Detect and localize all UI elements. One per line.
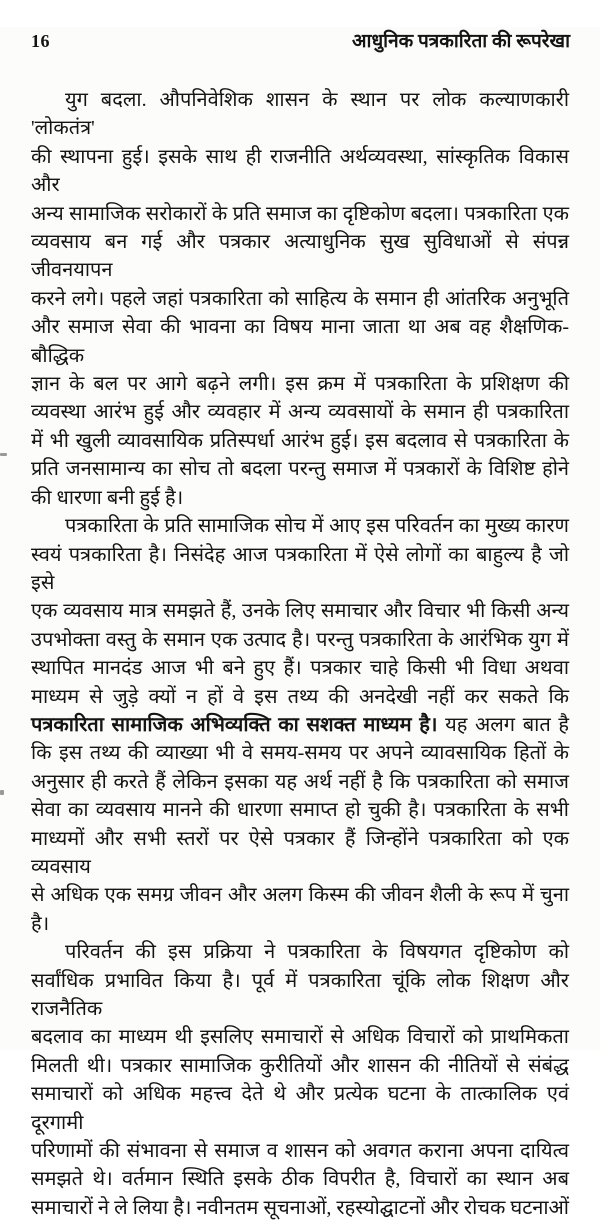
text-line: में भी खुली व्यावसायिक प्रतिस्पर्धा आरंभ हुई। इस बदलाव से पत्रकारिता के: [31, 429, 569, 452]
text-line: प्रति जनसामान्य का सोच तो बदला परन्तु समाज में पत्रकारों के विशिष्ट होने: [31, 458, 569, 481]
text-line: सर्वांधिक प्रभावित किया है। पूर्व में पत्रकारिता चूंकि लोक शिक्षण और राजनैतिक: [31, 969, 569, 1020]
text-line: अनुसार ही करते हैं लेकिन इसका यह अर्थ नहीं है कि पत्रकारिता को समाज: [31, 770, 569, 793]
page-body: [31, 86, 569, 1222]
text-line: परिणामों की संभावना से समाज व शासन को अवगत कराना अपना दायित्व: [31, 1140, 569, 1163]
text-line: व्यवस्था आरंभ हुई और व्यवहार में अन्य व्यवसायों के समान ही पत्रकारिता: [31, 401, 569, 424]
scan-artifact: [0, 790, 4, 795]
text-line: बदलाव का माध्यम थी इसलिए समाचारों से अधिक विचारों को प्राथमिकता: [31, 1026, 569, 1049]
text-line: मिलती थी। पत्रकार सामाजिक कुरीतियों और शासन की नीतियों से संबंद्ध: [31, 1054, 569, 1077]
page-header: [31, 27, 570, 53]
paragraph: [31, 938, 569, 1222]
text-line: व्यवसाय बन गई और पत्रकार अत्याधुनिक सुख सुविधाओं से संपन्न जीवनयापन: [31, 231, 569, 282]
text-line: समाचारों को अधिक महत्त्व देते थे और प्रत्येक घटना के तात्कालिक एवं दूरगामी: [31, 1083, 569, 1134]
text-line: और समाज सेवा की भावना का विषय माना जाता था अब वह शैक्षणिक-बौद्धिक: [31, 316, 569, 367]
page-number: 16: [31, 31, 50, 51]
text-line: उपभोक्ता वस्तु के समान एक उत्पाद है। परन्तु पत्रकारिता के आरंभिक युग में: [31, 628, 569, 651]
text-line: समाचारों ने ले लिया है। नवीनतम सूचनाओं, रहस्योद्घाटनों और रोचक घटनाओं: [31, 1196, 569, 1219]
text-line: करने लगे। पहले जहां पत्रकारिता को साहित्य के समान ही आंतरिक अनुभूति: [31, 287, 569, 310]
bold-text: पत्रकारिता सामाजिक अभिव्यक्ति का सशक्त माध्यम है।: [31, 713, 438, 736]
text-line: पत्रकारिता सामाजिक अभिव्यक्ति का सशक्त माध्यम है। यह अलग बात है: [31, 713, 569, 736]
text-line: सेवा का व्यवसाय मानने की धारणा समाप्त हो चुकी है। पत्रकारिता के सभी: [31, 799, 569, 822]
text-line: कि इस तथ्य की व्याख्या भी वे समय-समय पर अपने व्यावसायिक हितों के: [31, 742, 569, 765]
page-container: [0, 27, 600, 1219]
text-line: परिवर्तन की इस प्रक्रिया ने पत्रकारिता के विषयगत दृष्टिकोण को: [65, 941, 569, 964]
text-line: की स्थापना हुई। इसके साथ ही राजनीति अर्थव्यवस्था, सांस्कृतिक विकास और: [31, 145, 569, 197]
paragraph: [31, 512, 569, 938]
text-line: पत्रकारिता के प्रति सामाजिक सोच में आए इस परिवर्तन का मुख्य कारण: [65, 515, 569, 538]
text-line: स्थापित मानदंड आज भी बने हुए हैं। पत्रकार चाहे किसी भी विधा अथवा: [31, 657, 569, 680]
text-line: से अधिक एक समग्र जीवन और अलग किस्म की जीवन शैली के रूप में चुना: [31, 884, 569, 907]
text-line: माध्यमों और सभी स्तरों पर ऐसे पत्रकार हैं जिन्होंने पत्रकारिता को एक व्यवसाय: [31, 827, 569, 878]
text-line: है।: [31, 912, 50, 935]
text-line: माध्यम से जुड़े क्यों न हों वे इस तथ्य की अनदेखी नहीं कर सकते कि: [31, 685, 569, 708]
text-line: की धारणा बनी हुई है।: [31, 486, 184, 509]
scan-artifact: [0, 453, 7, 456]
text-line: समझते थे। वर्तमान स्थिति इसके ठीक विपरीत है, विचारों का स्थान अब: [31, 1168, 569, 1191]
text-line: ज्ञान के बल पर आगे बढ़ने लगी। इस क्रम में पत्रकारिता के प्रशिक्षण की: [31, 373, 569, 396]
text-line: युग बदला. औपनिवेशिक शासन के स्थान पर लोक कल्याणकारी 'लोकतंत्र': [31, 89, 569, 140]
text-line: अन्य सामाजिक सरोकारों के प्रति समाज का दृष्टिकोण बदला। पत्रकारिता एक: [31, 202, 569, 225]
paragraph: [31, 86, 569, 512]
book-title: आधुनिक पत्रकारिता की रूपरेखा: [352, 31, 570, 52]
text-line: एक व्यवसाय मात्र समझते हैं, उनके लिए समाचार और विचार भी किसी अन्य: [31, 600, 569, 623]
text-line: स्वयं पत्रकारिता है। निसंदेह आज पत्रकारिता में ऐसे लोगों का बाहुल्य है जो इसे: [31, 543, 569, 594]
